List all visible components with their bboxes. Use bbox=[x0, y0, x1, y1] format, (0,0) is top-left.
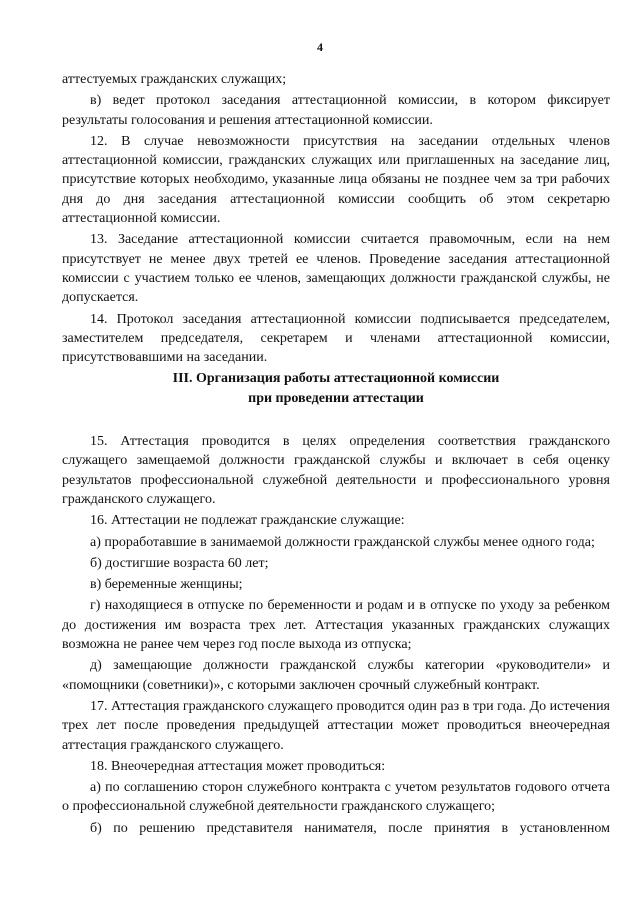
section-heading-line-1: III. Организация работы аттестационной комиссии bbox=[172, 371, 500, 387]
page-number: 4 bbox=[317, 40, 323, 54]
paragraph-16-item-g: г) находящиеся в отпуске по беременности и родам и в отпуске по уходу за ребенком до достижения им возраста трех лет. Аттестация указанных гражданских служащих возможна не ранее чем через год после выхода из отпуска; bbox=[62, 598, 610, 653]
section-heading bbox=[62, 369, 610, 408]
paragraph-16-item-d: д) замещающие должности гражданской службы категории «руководители» и «помощники (советники)», с которыми заключен срочный служебный контракт. bbox=[62, 658, 610, 693]
document-body bbox=[62, 70, 610, 838]
paragraph-18: 18. Внеочередная аттестация может проводиться: bbox=[90, 758, 386, 774]
paragraph-15: 15. Аттестация проводится в целях определения соответствия гражданского служащего замещаемой должности гражданской службы и включает в себя оценку результатов профессиональной служебной деятельности и профессионального уровня гражданского служащего. bbox=[62, 434, 610, 507]
paragraph-12: 12. В случае невозможности присутствия на заседании отдельных членов аттестационной комиссии, гражданских служащих или приглашенных на заседание лиц, присутствие которых необходимо, указанные лица обязаны не позднее чем за три рабочих дня до дня заседания аттестационной комиссии сообщить об этом секретарю аттестационной комиссии. bbox=[62, 133, 610, 227]
paragraph-16-item-a: а) проработавшие в занимаемой должности гражданской службы менее одного года; bbox=[90, 534, 595, 550]
paragraph-16: 16. Аттестации не подлежат гражданские служащие: bbox=[90, 513, 405, 529]
paragraph-16-item-b: б) достигшие возраста 60 лет; bbox=[90, 555, 269, 571]
paragraph-18-item-a: а) по соглашению сторон служебного контракта с учетом результатов годового отчета о профессиональной служебной деятельности гражданского служащего; bbox=[62, 780, 610, 815]
paragraph-18-item-b: б) по решению представителя нанимателя, после принятия в установленном bbox=[90, 820, 610, 836]
paragraph-14: 14. Протокол заседания аттестационной комиссии подписывается председателем, заместителем председателя, секретарем и членами аттестационной комиссии, присутствовавшими на заседании. bbox=[62, 311, 610, 366]
paragraph-16-item-v: в) беременные женщины; bbox=[90, 577, 243, 593]
paragraph-item-v-protocol: в) ведет протокол заседания аттестационной комиссии, в котором фиксирует результаты голосования и решения аттестационной комиссии. bbox=[62, 93, 610, 128]
paragraph-continuation: аттестуемых гражданских служащих; bbox=[62, 72, 287, 87]
paragraph-13: 13. Заседание аттестационной комиссии считается правомочным, если на нем присутствует не менее двух третей ее членов. Проведение заседания аттестационной комиссии с участием только ее членов, замещающих должности гражданской службы, не допускается. bbox=[62, 232, 610, 306]
paragraph-17: 17. Аттестация гражданского служащего проводится один раз в три года. До истечения трех лет после проведения предыдущей аттестации может проводиться внеочередная аттестация гражданского служащего. bbox=[62, 698, 610, 753]
section-heading-line-2: при проведении аттестации bbox=[248, 390, 424, 406]
